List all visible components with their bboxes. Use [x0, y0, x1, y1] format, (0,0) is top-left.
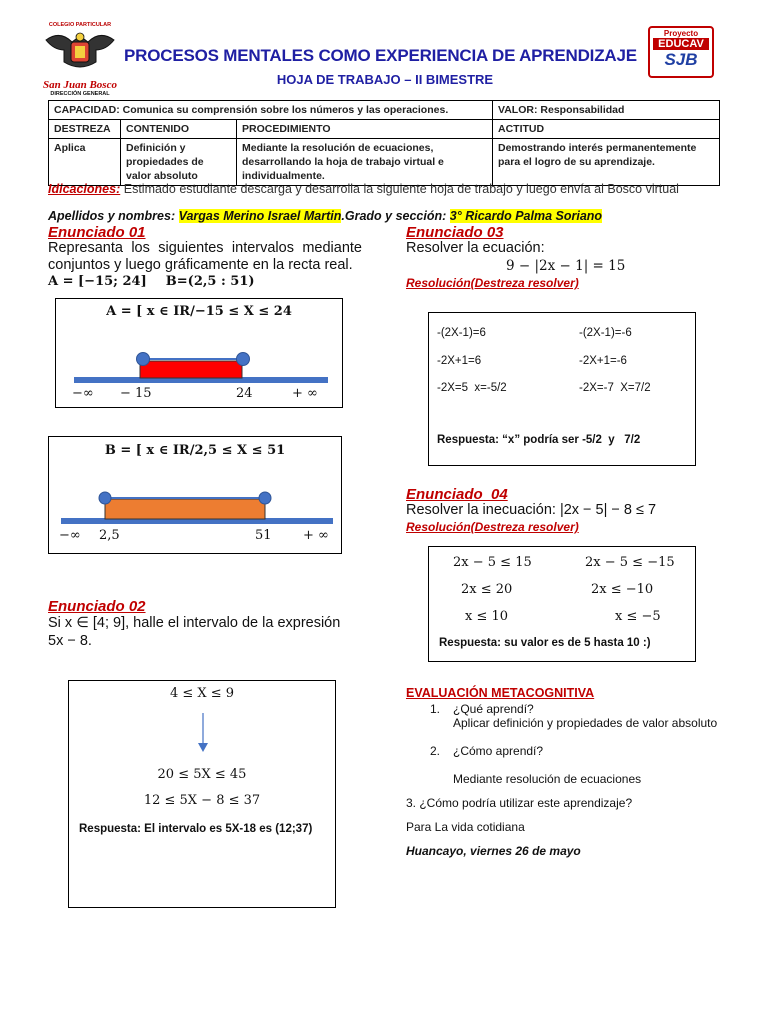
student-grade: 3° Ricardo Palma Soriano: [449, 209, 603, 223]
enunciado02-answer: Respuesta: El intervalo es 5X-18 es (12;37): [79, 823, 313, 835]
school-top-text: COLEGIO PARTICULAR: [48, 22, 112, 28]
enunciado03-title: Enunciado 03: [406, 224, 504, 241]
enunciado04-resolution-label: Resolución(Destreza resolver): [406, 520, 579, 534]
evaluacion-q2: ¿Cómo aprendí?: [453, 744, 544, 758]
enunciado04-box: [428, 546, 696, 662]
enunciado04-answer: Respuesta: su valor es de 5 hasta 10 :): [439, 637, 651, 649]
header-contenido: CONTENIDO: [121, 120, 237, 139]
e4-right-2: 2x ≤ −10: [591, 582, 654, 597]
enunciado02-box: [68, 680, 336, 908]
interval-b-box: [48, 436, 342, 554]
indications-label: Idicaciones:: [48, 182, 121, 196]
interval-b-graph: [49, 437, 343, 555]
tick-a-max: 24: [236, 386, 253, 401]
indications: [48, 182, 679, 196]
tick-a-min: − 15: [120, 386, 152, 401]
header-actitud: ACTITUD: [493, 120, 720, 139]
arrow-down-icon: [193, 713, 213, 753]
step3: 12 ≤ 5X − 8 ≤ 37: [143, 793, 261, 808]
enunciado03-answer: Respuesta: “x” podría ser -5/2 y 7/2: [437, 434, 641, 446]
enunciado02-text1: Si x ∈ [4; 9], halle el intervalo de la expresión: [48, 615, 341, 631]
valor-cell: VALOR: Responsabilidad: [493, 101, 720, 120]
capacidad-cell: CAPACIDAD: Comunica su comprensión sobre los números y las operaciones.: [49, 101, 493, 120]
cell-contenido: Definición y propiedades de valor absoluto: [121, 139, 237, 186]
indications-text: Estimado estudiante descarga y desarrolla la siguiente hoja de trabajo y luego envía al Bosco virtual: [123, 182, 679, 196]
enunciado04-text: Resolver la inecuación: |2x − 5| − 8 ≤ 7: [406, 502, 657, 518]
enunciado02-title: Enunciado 02: [48, 598, 146, 615]
e3-right-3: -2X=-7 X=7/2: [579, 382, 651, 394]
student-name: Vargas Merino Israel Martin: [178, 209, 342, 223]
educav-badge: [648, 26, 714, 78]
enunciado02-text2: 5x − 8.: [48, 633, 92, 649]
enunciado01-text: Represanta los siguientes intervalos mediante conjuntos y luego gráficamente en la recta real.: [48, 240, 362, 273]
tick-b-neg-inf: −∞: [59, 528, 81, 543]
school-logo: [40, 22, 120, 108]
e4-right-3: x ≤ −5: [615, 609, 661, 624]
student-line: Apellidos y nombres: Vargas Merino Israel Martin.Grado y sección: 3° Ricardo Palma Soriano: [48, 209, 603, 223]
evaluacion-q1: ¿Qué aprendí?: [453, 702, 534, 716]
cell-actitud: Demostrando interés permanentemente para el logro de su aprendizaje.: [493, 139, 720, 186]
set-a-def: A = [−15; 24]: [48, 274, 147, 289]
interval-a-title: A = [ x ∈ IR/−15 ≤ X ≤ 24: [106, 304, 292, 319]
endpoint-a-right: [237, 353, 250, 366]
header-procedimiento: PROCEDIMIENTO: [237, 120, 493, 139]
evaluacion-q2-num: 2.: [430, 744, 441, 758]
badge-logo: SJB: [664, 50, 698, 69]
e3-right-2: -2X+1=-6: [579, 355, 627, 367]
eagle-crest-icon: [40, 28, 120, 74]
tick-b-max: 51: [255, 528, 272, 543]
e3-left-3: -2X=5 x=-5/2: [437, 382, 507, 394]
enunciado03-text: Resolver la ecuación:: [406, 240, 545, 256]
endpoint-b-right: [259, 492, 271, 504]
header-destreza: DESTREZA: [49, 120, 121, 139]
badge-name: EDUCAV: [653, 38, 709, 50]
badge-top: Proyecto: [663, 29, 699, 38]
enunciado03-box: [428, 312, 696, 466]
evaluacion-a3: Para La vida cotidiana: [406, 820, 525, 834]
evaluacion-title: EVALUACIÓN METACOGNITIVA: [406, 686, 595, 700]
e4-left-1: 2x − 5 ≤ 15: [453, 555, 532, 570]
tick-a-pos-inf: + ∞: [292, 386, 318, 401]
evaluacion-q3: 3. ¿Cómo podría utilizar este aprendizaje?: [406, 796, 633, 810]
evaluacion-a2: Mediante resolución de ecuaciones: [453, 772, 642, 786]
bar-b: [105, 499, 265, 519]
page-title: PROCESOS MENTALES COMO EXPERIENCIA DE APRENDIZAJE: [124, 46, 637, 65]
step2: 20 ≤ 5X ≤ 45: [157, 767, 247, 782]
tick-b-min: 2,5: [99, 528, 120, 543]
endpoint-a-left: [137, 353, 150, 366]
enunciado01-defs: [48, 274, 255, 289]
tick-b-pos-inf: + ∞: [303, 528, 329, 543]
evaluacion-a1: Aplicar definición y propiedades de valor absoluto: [453, 716, 718, 730]
e3-right-1: -(2X-1)=-6: [579, 327, 632, 339]
footer-date: Huancayo, viernes 26 de mayo: [406, 844, 581, 858]
step1: 4 ≤ X ≤ 9: [169, 686, 235, 701]
interval-b-title: B = [ x ∈ IR/2,5 ≤ X ≤ 51: [104, 443, 286, 458]
e4-right-1: 2x − 5 ≤ −15: [585, 555, 675, 570]
bar-a: [140, 361, 242, 378]
interval-a-box: [55, 298, 343, 408]
info-table: [48, 100, 720, 186]
e4-left-3: x ≤ 10: [465, 609, 509, 624]
e3-left-2: -2X+1=6: [437, 355, 482, 367]
page-subtitle: HOJA DE TRABAJO – II BIMESTRE: [276, 72, 494, 87]
enunciado04-title: Enunciado 04: [406, 486, 508, 503]
endpoint-b-left: [99, 492, 111, 504]
enunciado03-resolution-label: Resolución(Destreza resolver): [406, 276, 579, 290]
enunciado01-title: Enunciado 01: [48, 224, 146, 241]
e3-left-1: -(2X-1)=6: [437, 327, 486, 339]
set-b-def: B=(2,5 : 51): [165, 274, 255, 289]
school-name: San Juan Bosco: [43, 79, 117, 91]
cell-procedimiento: Mediante la resolución de ecuaciones, desarrollando la hoja de trabajo virtual e individualmente.: [237, 139, 493, 186]
enunciado03-equation: 9 − |2x − 1| = 15: [506, 258, 626, 274]
tick-a-neg-inf: −∞: [72, 386, 94, 401]
evaluacion-q1-num: 1.: [430, 702, 441, 716]
e4-left-2: 2x ≤ 20: [461, 582, 513, 597]
cell-destreza: Aplica: [49, 139, 121, 186]
school-sub: DIRECCIÓN GENERAL: [50, 91, 110, 97]
